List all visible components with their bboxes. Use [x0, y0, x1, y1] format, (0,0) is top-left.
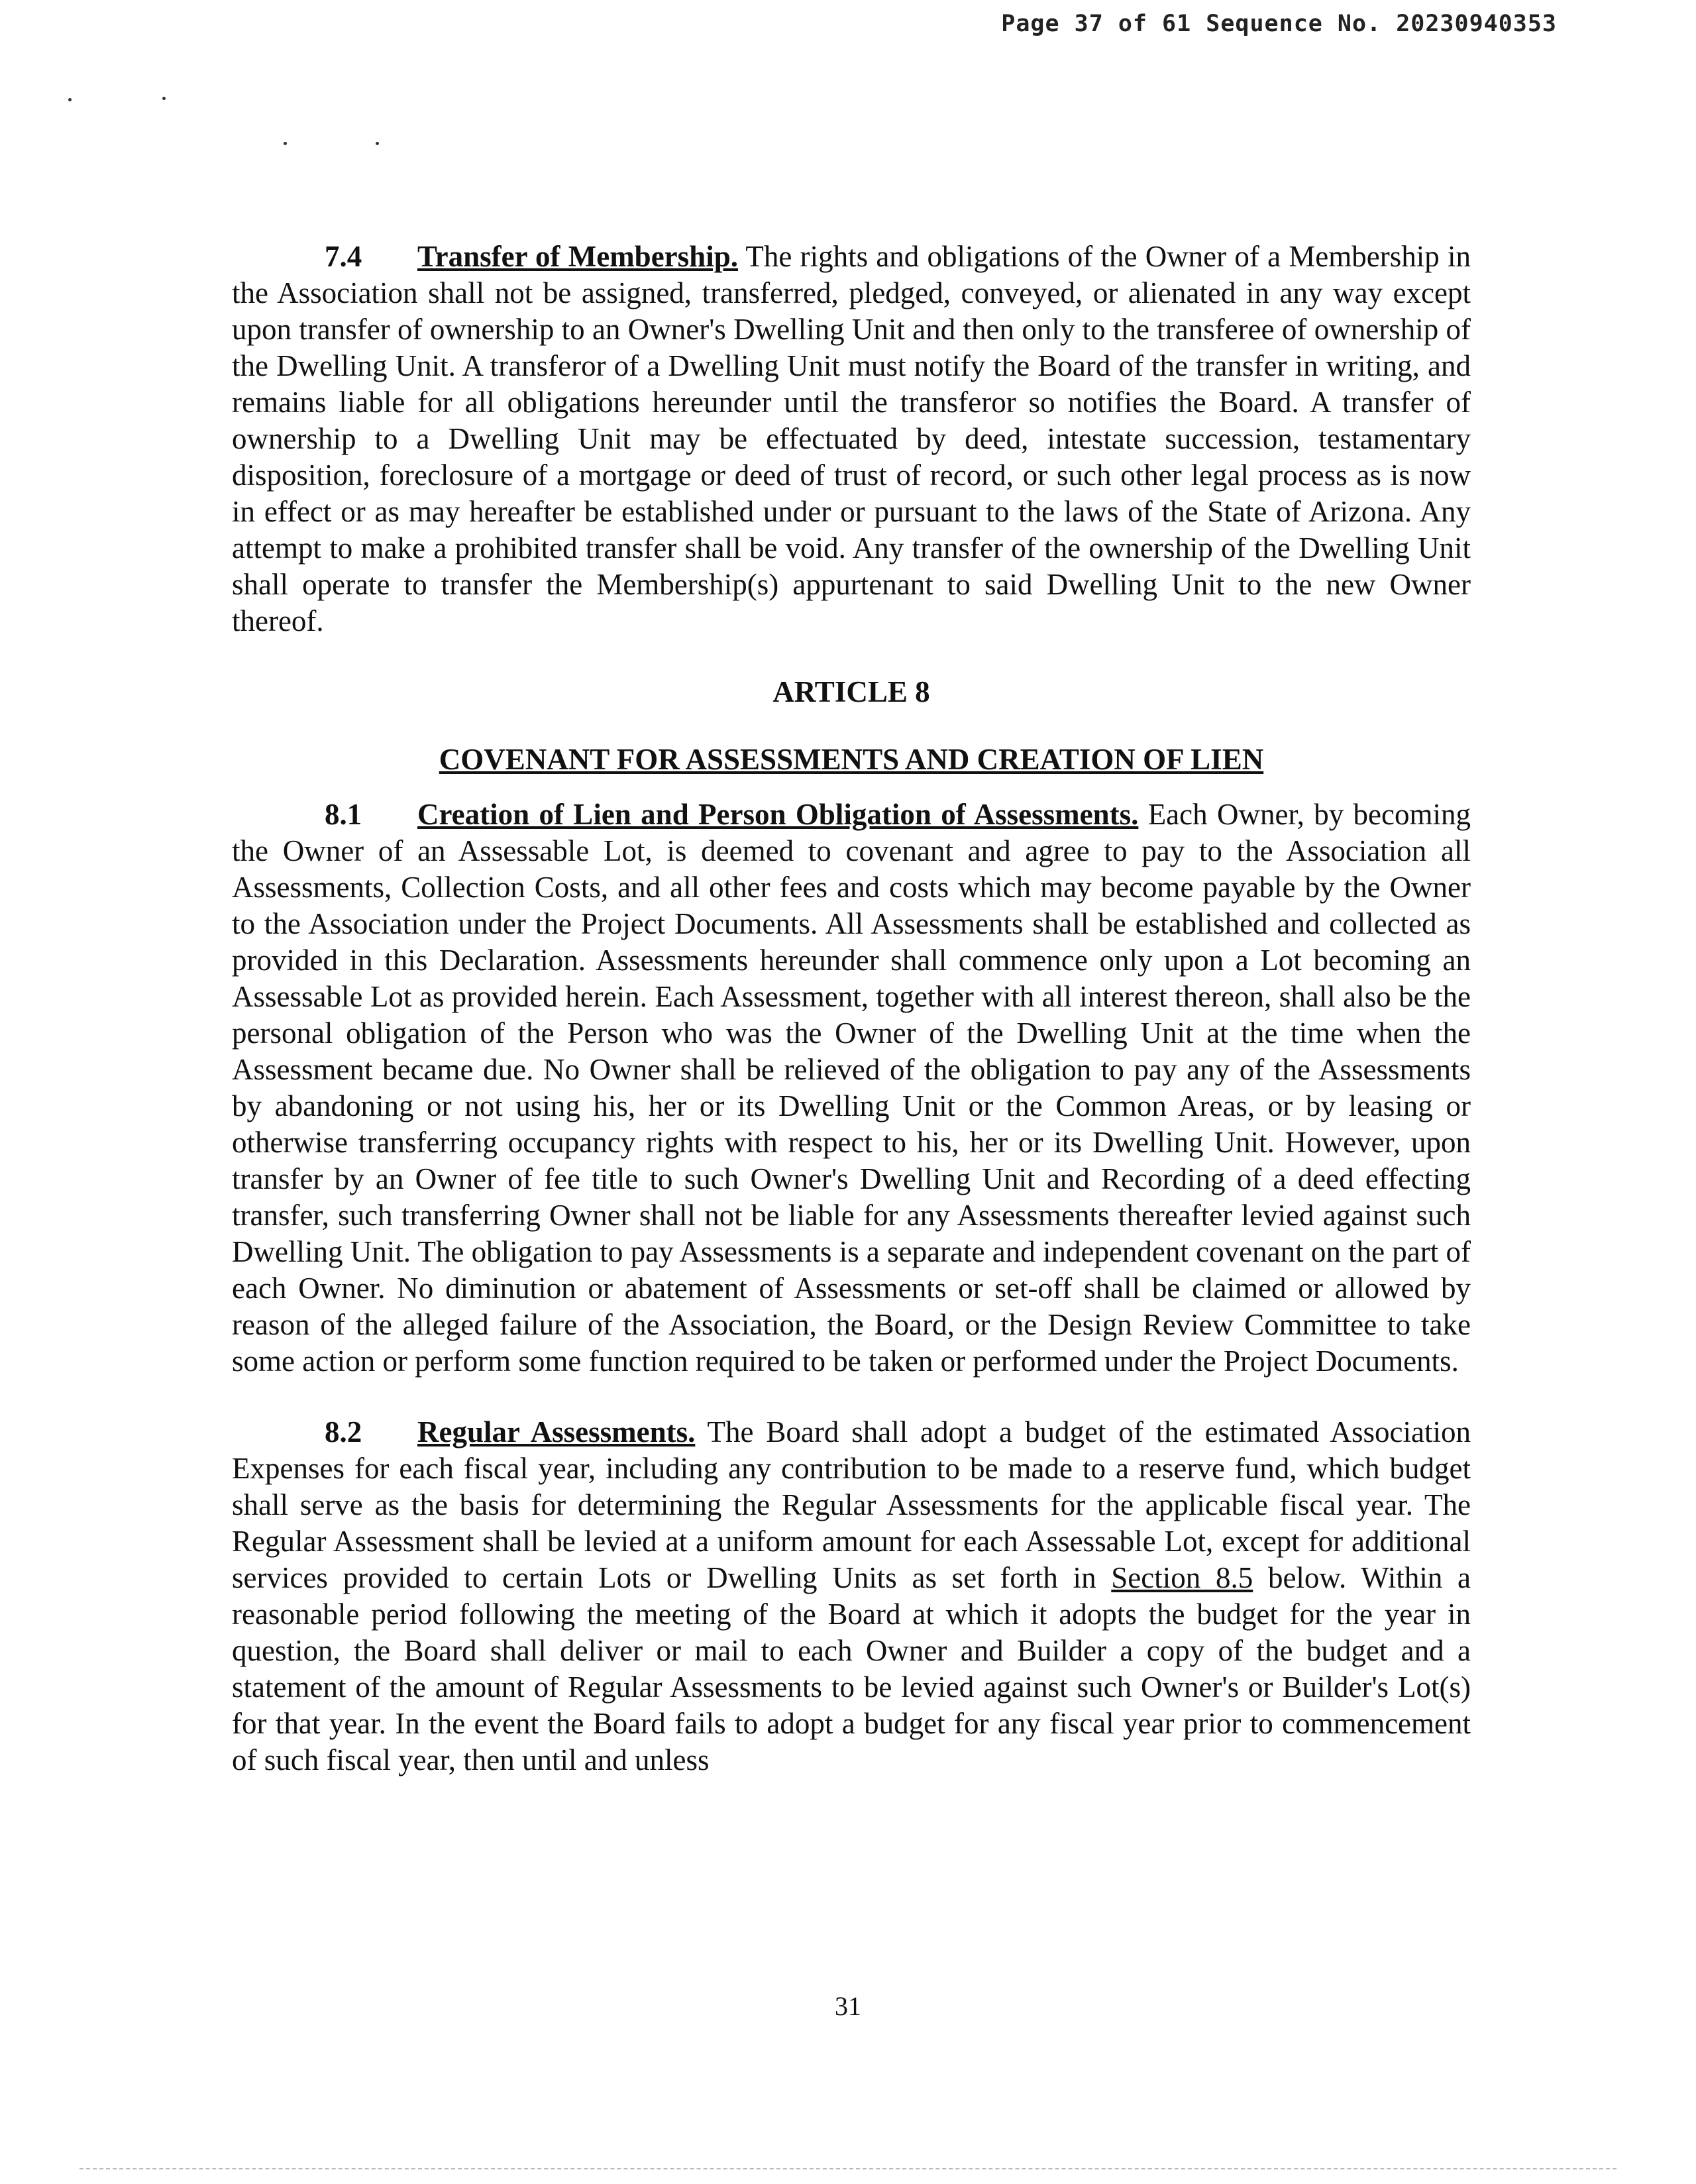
scan-speck [162, 97, 166, 100]
scan-speck [68, 98, 72, 101]
page-sequence-header: Page 37 of 61 Sequence No. 20230940353 [1001, 11, 1557, 37]
article-title: COVENANT FOR ASSESSMENTS AND CREATION OF LIEN [439, 743, 1264, 776]
section-text: below. Within a reasonable period following the meeting of the Board at which it adopts the budget for the year in question, the Board shall deliver or mail to each Owner and Builder a copy of the budget and a statement of the amount of Regular Assessments to be levied against such Owner's or Builder's Lot(s) for that year. In the event the Board fails to adopt a budget for any fiscal year prior to commencement of such fiscal year, then until and unless [232, 1561, 1471, 1776]
section-reference-link: Section 8.5 [1111, 1561, 1253, 1594]
section-8-1 [232, 796, 1471, 1380]
section-number: 8.1 [325, 798, 362, 831]
page-number: 31 [835, 1991, 861, 2021]
section-text: Each Owner, by becoming the Owner of an Assessable Lot, is deemed to covenant and agree to pay to the Association all Assessments, Collection Costs, and all other fees and costs which may become payable by the Owner to the Association under the Project Documents. All Assessments shall be established and collected as provided in this Declaration. Assessments hereunder shall commence only upon a Lot becoming an Assessable Lot as provided herein. Each Assessment, together with all interest thereon, shall also be the personal obligation of the Person who was the Owner of the Dwelling Unit at the time when the Assessment became due. No Owner shall be relieved of the obligation to pay any of the Assessments by abandoning or not using his, her or its Dwelling Unit or the Common Areas, or by leasing or otherwise transferring occupancy rights with respect to his, her or its Dwelling Unit. However, upon transfer by an Owner of fee title to such Owner's Dwelling Unit and Recording of a deed effecting transfer, such transferring Owner shall not be liable for any Assessments thereafter levied against such Dwelling Unit. The obligation to pay Assessments is a separate and independent covenant on the part of each Owner. No diminution or abatement of Assessments or set-off shall be claimed or allowed by reason of the alleged failure of the Association, the Board, or the Design Review Committee to take some action or perform some function required to be taken or performed under the Project Documents. [232, 798, 1471, 1378]
scan-speck [284, 142, 287, 145]
section-text: The Board shall adopt a budget of the estimated Association Expenses for each fiscal year, including any contribution to be made to a reserve fund, which budget shall serve as the basis for determining the Regular Assessments for the applicable fiscal year. The Regular Assessment shall be levied at a uniform amount for each Assessable Lot, except for additional services provided to certain Lots or Dwelling Units as set forth in [232, 1415, 1471, 1594]
section-number: 8.2 [325, 1415, 362, 1448]
scan-edge-divider [80, 2168, 1616, 2169]
section-7-4 [232, 239, 1471, 639]
section-title: Creation of Lien and Person Obligation of Assessments. [417, 798, 1139, 831]
section-8-2 [232, 1414, 1471, 1778]
section-title: Regular Assessments. [417, 1415, 696, 1448]
section-title: Transfer of Membership. [417, 240, 738, 273]
article-label: ARTICLE 8 [772, 675, 930, 708]
scan-speck [376, 142, 379, 145]
section-text: The rights and obligations of the Owner of a Membership in the Association shall not be assigned, transferred, pledged, conveyed, or alienated in any way except upon transfer of ownership to an Owner's Dwelling Unit and then only to the transferee of ownership of the Dwelling Unit. A transferor of a Dwelling Unit must notify the Board of the transfer in writing, and remains liable for all obligations hereunder until the transferor so notifies the Board. A transfer of ownership to a Dwelling Unit may be effectuated by deed, intestate succession, testamentary disposition, foreclosure of a mortgage or deed of trust of record, or such other legal process as is now in effect or as may hereafter be established under or pursuant to the laws of the State of Arizona. Any attempt to make a prohibited transfer shall be void. Any transfer of the ownership of the Dwelling Unit shall operate to transfer the Membership(s) appurtenant to said Dwelling Unit to the new Owner thereof. [232, 240, 1471, 637]
section-number: 7.4 [325, 240, 362, 273]
document-body [232, 239, 1471, 1778]
